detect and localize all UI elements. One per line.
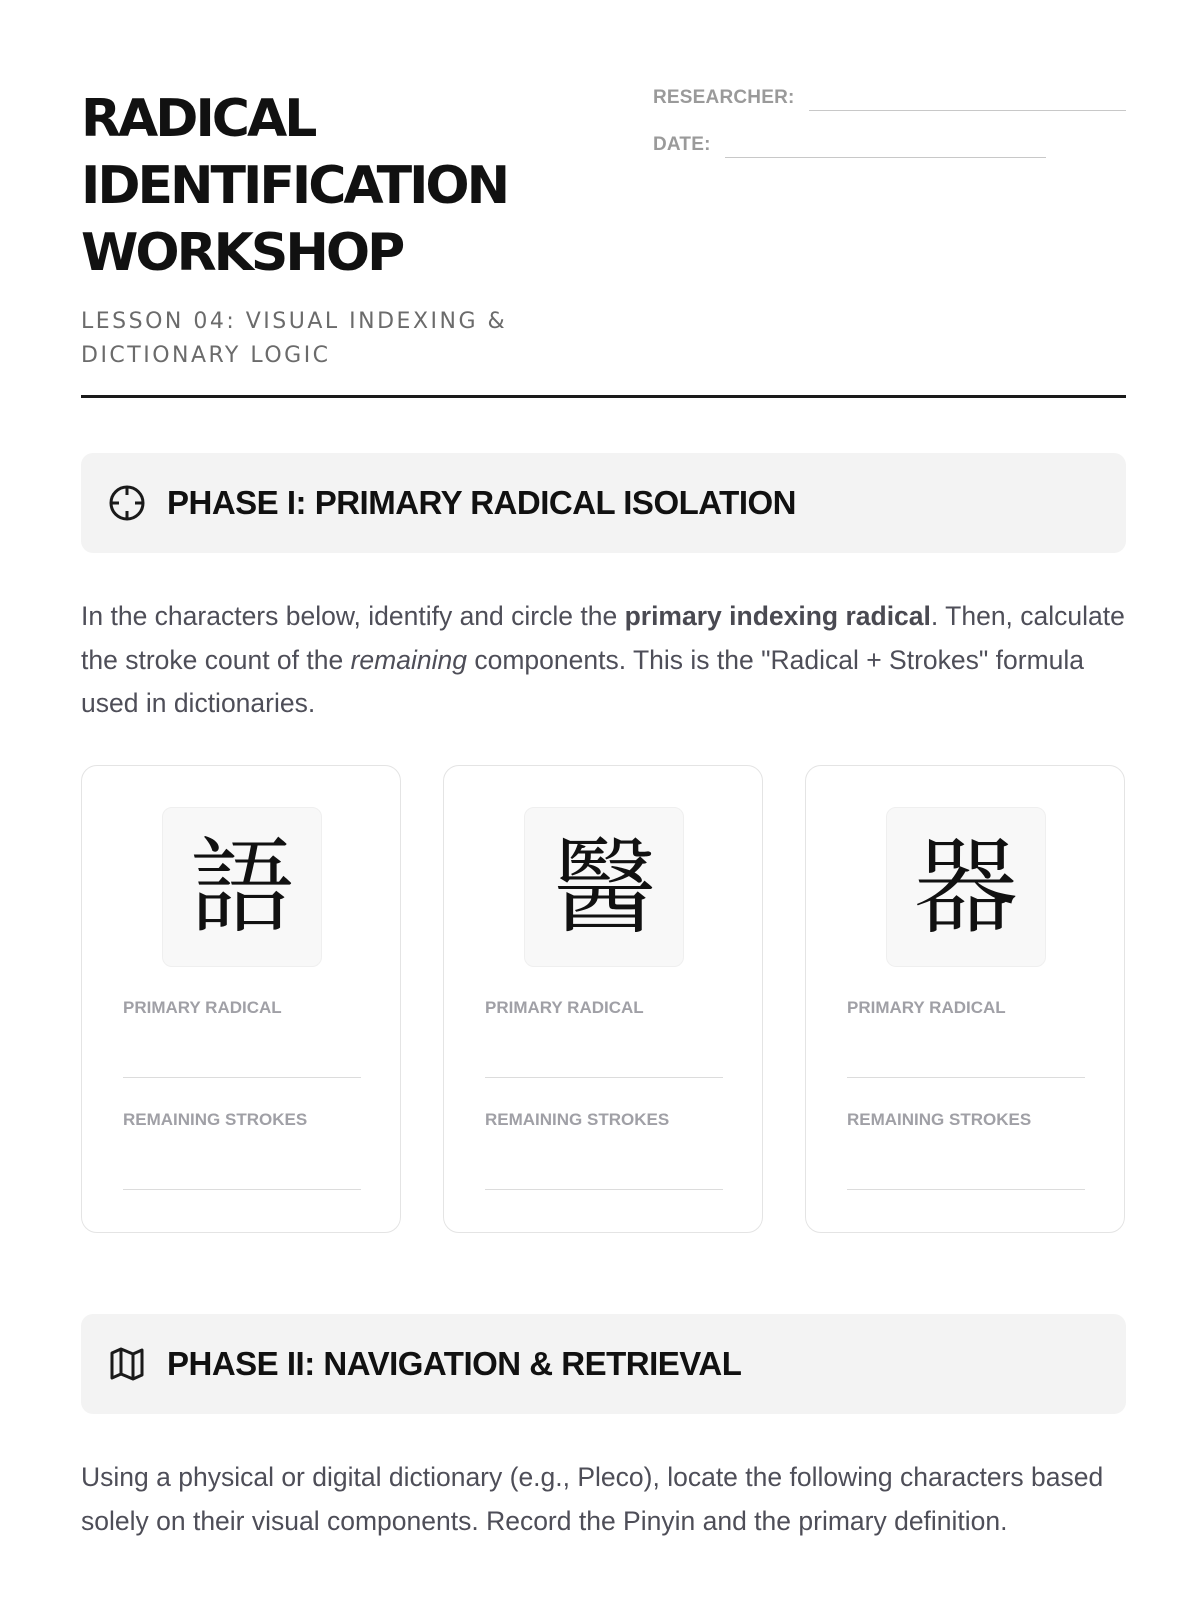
primary-radical-field[interactable] — [485, 1077, 723, 1078]
character-cards — [81, 765, 1126, 1233]
title-block — [81, 86, 601, 373]
character-box — [162, 807, 322, 967]
remaining-strokes-label: REMAINING STROKES — [847, 1110, 1032, 1129]
worksheet-page — [81, 0, 1126, 1536]
character-glyph: 語 — [189, 826, 294, 948]
phase-2-instructions: Using a physical or digital dictionary (e.g., Pleco), locate the following characters based solely on their visual components. Record the Pinyin and the primary definition. — [81, 1462, 1104, 1536]
character-box — [524, 807, 684, 967]
phase-1-instructions — [81, 595, 1126, 726]
page-title-line-1: RADICAL — [81, 89, 315, 149]
character-glyph: 器 — [913, 826, 1018, 948]
primary-radical-label: PRIMARY RADICAL — [123, 998, 282, 1017]
map-icon — [107, 1344, 147, 1384]
primary-radical-field[interactable] — [123, 1077, 361, 1078]
worksheet-header — [81, 0, 1126, 398]
remaining-strokes-label: REMAINING STROKES — [485, 1110, 670, 1129]
page-title-line-3: WORKSHOP — [81, 223, 403, 283]
phase-1-title: PHASE I: PRIMARY RADICAL ISOLATION — [167, 484, 796, 521]
instructions-italic: remaining — [350, 644, 467, 675]
phase-1-header — [81, 453, 1126, 553]
instructions-text-2: . Then, calculate the stroke count of the — [81, 601, 1125, 675]
page-title-line-2: IDENTIFICATION — [81, 156, 508, 216]
remaining-strokes-field[interactable] — [123, 1189, 361, 1190]
phase-2-title: PHASE II: NAVIGATION & RETRIEVAL — [167, 1345, 742, 1382]
character-card — [443, 765, 763, 1233]
remaining-strokes-label: REMAINING STROKES — [123, 1110, 308, 1129]
instructions-text-1: In the characters below, identify and circle the — [81, 601, 625, 631]
researcher-label: RESEARCHER: — [653, 87, 795, 108]
researcher-field[interactable] — [809, 109, 1126, 111]
character-card — [805, 765, 1125, 1233]
primary-radical-label: PRIMARY RADICAL — [847, 998, 1006, 1017]
instructions-text-3: components. This is the "Radical + Strokes" formula used in dictionaries. — [81, 644, 1085, 718]
character-glyph: 醫 — [551, 826, 656, 948]
character-box — [886, 807, 1046, 967]
primary-radical-field[interactable] — [847, 1077, 1085, 1078]
remaining-strokes-field[interactable] — [485, 1189, 723, 1190]
date-label: DATE: — [653, 134, 711, 155]
phase-2-header — [81, 1314, 1126, 1414]
lesson-subtitle: LESSON 04: VISUAL INDEXING & DICTIONARY LOGIC — [81, 309, 508, 368]
date-field[interactable] — [725, 156, 1046, 158]
researcher-row — [653, 80, 1126, 113]
remaining-strokes-field[interactable] — [847, 1189, 1085, 1190]
character-card — [81, 765, 401, 1233]
date-row — [653, 127, 1126, 160]
crosshair-icon — [107, 483, 147, 523]
meta-fields — [653, 80, 1126, 174]
primary-radical-label: PRIMARY RADICAL — [485, 998, 644, 1017]
instructions-bold: primary indexing radical — [624, 601, 931, 631]
